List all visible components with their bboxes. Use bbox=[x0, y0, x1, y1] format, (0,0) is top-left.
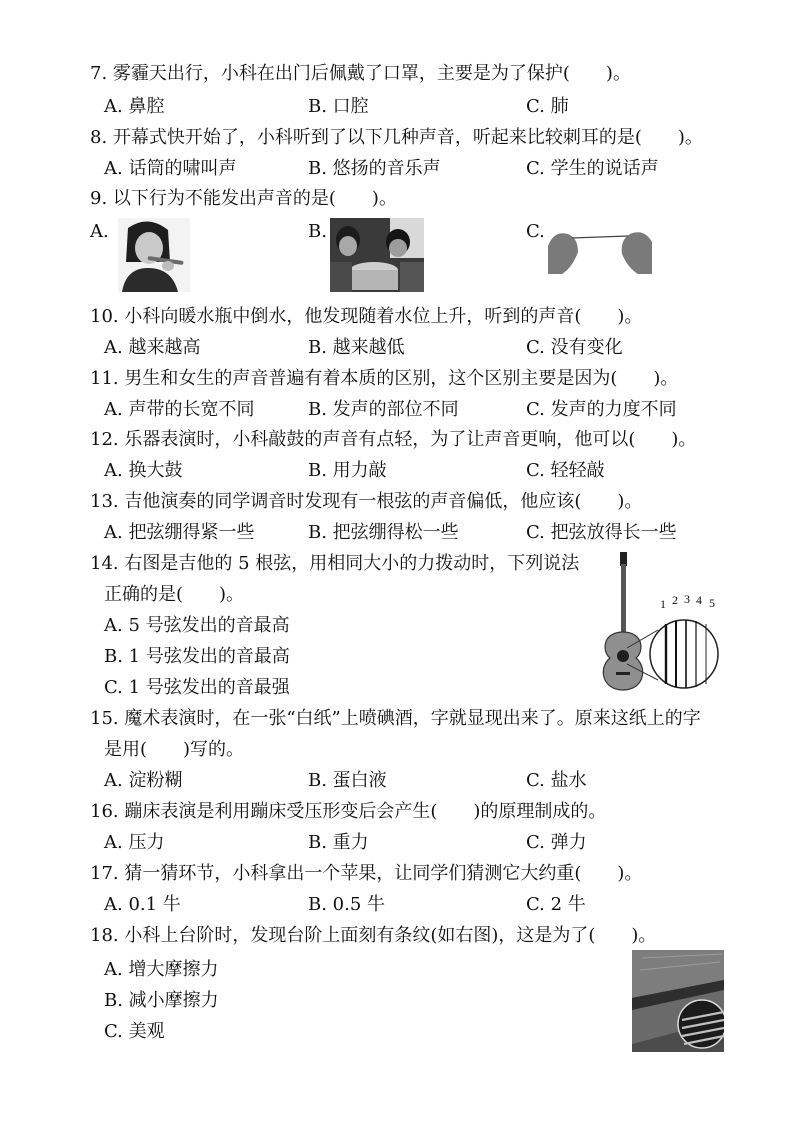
q14-option-a[interactable]: A. 5 号弦发出的音最高 bbox=[104, 615, 290, 636]
question-9-stem: 9. 以下行为不能发出声音的是( )。 bbox=[90, 188, 397, 209]
q12-option-c[interactable]: C. 轻轻敲 bbox=[526, 460, 605, 481]
q12-option-a[interactable]: A. 换大鼓 bbox=[104, 460, 183, 481]
question-15-stem: 15. 魔术表演时，在一张“白纸”上喷碘酒，字就显现出来了。原来这纸上的字 bbox=[90, 708, 701, 729]
q11-option-c[interactable]: C. 发声的力度不同 bbox=[526, 399, 677, 420]
q10-option-c[interactable]: C. 没有变化 bbox=[526, 337, 623, 358]
question-11-stem: 11. 男生和女生的声音普遍有着本质的区别，这个区别主要是因为( )。 bbox=[90, 368, 679, 389]
q18-option-b[interactable]: B. 减小摩擦力 bbox=[104, 990, 219, 1011]
q8-option-a[interactable]: A. 话筒的啸叫声 bbox=[104, 158, 237, 179]
q7-option-c[interactable]: C. 肺 bbox=[526, 96, 569, 117]
string-number-5: 5 bbox=[709, 596, 715, 610]
girl-playing-flute-photo bbox=[118, 218, 190, 292]
question-8-stem: 8. 开幕式快开始了，小科听到了以下几种声音，听起来比较刺耳的是( )。 bbox=[90, 127, 703, 148]
q14-option-b[interactable]: B. 1 号弦发出的音最高 bbox=[104, 646, 290, 667]
q16-option-b[interactable]: B. 重力 bbox=[308, 832, 369, 853]
question-10-stem: 10. 小科向暖水瓶中倒水，他发现随着水位上升，听到的声音( )。 bbox=[90, 306, 643, 327]
q9-option-c[interactable]: C. bbox=[526, 221, 545, 242]
q17-option-c[interactable]: C. 2 牛 bbox=[526, 894, 586, 915]
q15-option-c[interactable]: C. 盐水 bbox=[526, 770, 587, 791]
q17-option-a[interactable]: A. 0.1 牛 bbox=[104, 894, 181, 915]
q11-option-b[interactable]: B. 发声的部位不同 bbox=[308, 399, 459, 420]
question-7-stem: 7. 雾霾天出行，小科在出门后佩戴了口罩，主要是为了保护( )。 bbox=[90, 63, 631, 84]
string-number-2: 2 bbox=[672, 593, 678, 607]
hands-stretching-string-photo bbox=[548, 222, 652, 274]
question-16-stem: 16. 蹦床表演是利用蹦床受压形变后会产生( )的原理制成的。 bbox=[90, 801, 607, 822]
q10-option-b[interactable]: B. 越来越低 bbox=[308, 337, 405, 358]
question-15-stem-line2: 是用( )写的。 bbox=[104, 739, 245, 760]
q7-option-b[interactable]: B. 口腔 bbox=[308, 96, 369, 117]
guitar-strings-diagram bbox=[596, 552, 732, 692]
q12-option-b[interactable]: B. 用力敲 bbox=[308, 460, 387, 481]
q9-option-a[interactable]: A. bbox=[90, 221, 109, 242]
q15-option-b[interactable]: B. 蛋白液 bbox=[308, 770, 387, 791]
question-14-stem-line2: 正确的是( )。 bbox=[104, 584, 245, 605]
q17-option-b[interactable]: B. 0.5 牛 bbox=[308, 894, 386, 915]
q15-option-a[interactable]: A. 淀粉糊 bbox=[104, 770, 183, 791]
q13-option-a[interactable]: A. 把弦绷得紧一些 bbox=[104, 522, 255, 543]
q9-option-b[interactable]: B. bbox=[308, 221, 327, 242]
q18-option-a[interactable]: A. 增大摩擦力 bbox=[104, 959, 219, 980]
q8-option-c[interactable]: C. 学生的说话声 bbox=[526, 158, 659, 179]
q13-option-b[interactable]: B. 把弦绷得松一些 bbox=[308, 522, 459, 543]
question-12-stem: 12. 乐器表演时，小科敲鼓的声音有点轻，为了让声音更响，他可以( )。 bbox=[90, 429, 697, 450]
string-number-1: 1 bbox=[660, 597, 666, 611]
question-17-stem: 17. 猜一猜环节，小科拿出一个苹果，让同学们猜测它大约重( )。 bbox=[90, 863, 643, 884]
q18-option-c[interactable]: C. 美观 bbox=[104, 1021, 165, 1042]
q14-option-c[interactable]: C. 1 号弦发出的音最强 bbox=[104, 677, 290, 698]
q7-option-a[interactable]: A. 鼻腔 bbox=[104, 96, 165, 117]
q16-option-c[interactable]: C. 弹力 bbox=[526, 832, 587, 853]
textured-stairs-photo bbox=[632, 950, 724, 1052]
question-13-stem: 13. 吉他演奏的同学调音时发现有一根弦的声音偏低，他应该( )。 bbox=[90, 491, 643, 512]
q16-option-a[interactable]: A. 压力 bbox=[104, 832, 165, 853]
question-18-stem: 18. 小科上台阶时，发现台阶上面刻有条纹(如右图)，这是为了( )。 bbox=[90, 925, 657, 946]
string-number-3: 3 bbox=[684, 592, 690, 606]
q11-option-a[interactable]: A. 声带的长宽不同 bbox=[104, 399, 255, 420]
question-14-stem: 14. 右图是吉他的 5 根弦，用相同大小的力拨动时，下列说法 bbox=[90, 553, 580, 574]
string-number-4: 4 bbox=[696, 593, 702, 607]
boys-with-drum-photo bbox=[330, 218, 424, 292]
q10-option-a[interactable]: A. 越来越高 bbox=[104, 337, 201, 358]
q8-option-b[interactable]: B. 悠扬的音乐声 bbox=[308, 158, 441, 179]
q13-option-c[interactable]: C. 把弦放得长一些 bbox=[526, 522, 677, 543]
